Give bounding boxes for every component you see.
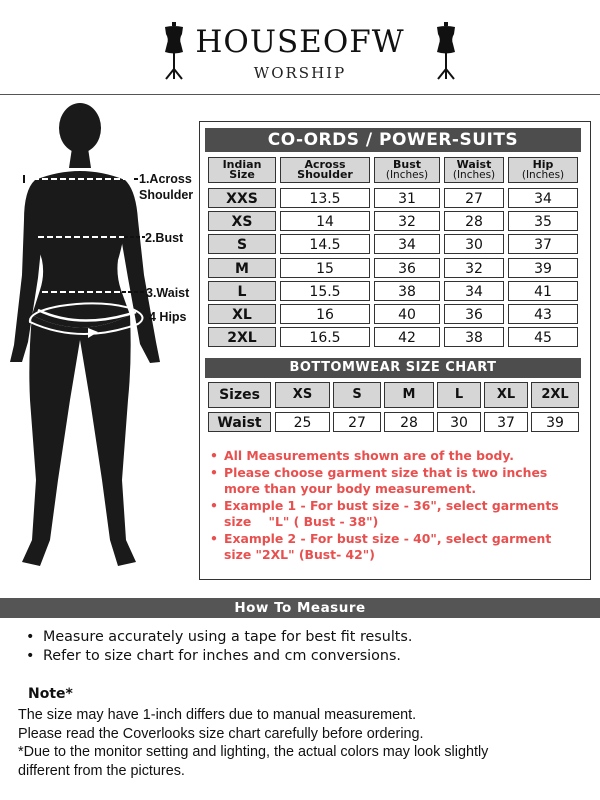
bottomwear-waist: 39 [531,412,579,432]
table-cell: 45 [508,327,578,347]
bottomwear-waist: 30 [437,412,481,432]
bottomwear-waist: 25 [275,412,330,432]
size-label: S [208,234,276,254]
table-cell: 16 [280,304,370,324]
coords-title: CO-ORDS / POWER-SUITS [205,128,581,152]
note-item [207,465,587,498]
table-cell: 14 [280,211,370,231]
note-line: size "L" ( Bust - 38") [224,514,379,529]
table-cell: 39 [508,258,578,278]
table-cell: 40 [374,304,440,324]
label-waist: 3.Waist [146,286,190,300]
coords-header-3 [444,157,504,183]
table-cell: 37 [508,234,578,254]
table-cell: 36 [444,304,504,324]
note-line: more than your body measurement. [224,481,477,496]
note-line: • Example 2 - For bust size - 40", select garment [224,530,552,546]
table-cell: 38 [374,281,440,301]
how-to-measure-list [26,628,412,666]
coords-header-0 [208,157,276,183]
table-cell: 16.5 [280,327,370,347]
table-cell: 28 [444,211,504,231]
how-to-measure-bar: How To Measure [0,598,600,618]
table-cell: 43 [508,304,578,324]
bottomwear-size: S [333,382,381,408]
coords-header-2 [374,157,440,183]
table-cell: 13.5 [280,188,370,208]
size-label: 2XL [208,327,276,347]
bottomwear-waist: 37 [484,412,528,432]
table-cell: 32 [444,258,504,278]
label-bust: 2.Bust [145,231,184,245]
note-line: size "2XL" (Bust- 42") [224,547,375,562]
header-line2: Size [229,168,255,181]
size-label: XS [208,211,276,231]
size-label: XXS [208,188,276,208]
note-line: Please read the Coverlooks size chart carefully before ordering. [18,725,424,742]
brand-subtitle: WORSHIP [253,64,347,82]
table-cell: 15 [280,258,370,278]
coords-header-4 [508,157,578,183]
header-line1: Hip [532,158,554,171]
bottomwear-size: L [437,382,481,408]
label-across-shoulder [139,171,193,203]
table-cell: 35 [508,211,578,231]
bottomwear-waist: 28 [384,412,434,432]
table-cell: 38 [444,327,504,347]
notes-list [207,448,587,564]
note-line: different from the pictures. [18,762,185,779]
size-label: XL [208,304,276,324]
measure-bullet: • Refer to size chart for inches and cm conversions. [26,647,412,666]
table-cell: 34 [374,234,440,254]
header-line2: Shoulder [297,168,353,181]
note-item [207,448,587,465]
note-line: • Please choose garment size that is two inches [224,464,548,480]
header-unit: (Inches) [521,169,565,181]
measure-bullet: • Measure accurately using a tape for best fit results. [26,628,412,647]
table-cell: 32 [374,211,440,231]
brand-header [0,0,600,95]
note-text [18,706,593,780]
bottomwear-size: M [384,382,434,408]
table-cell: 42 [374,327,440,347]
table-cell: 14.5 [280,234,370,254]
note-title: Note* [28,686,73,702]
header-line1: Across [304,158,346,171]
table-cell: 15.5 [280,281,370,301]
size-label: L [208,281,276,301]
label-hips: 4 Hips [149,310,187,324]
bottomwear-sizes-label: Sizes [208,382,271,408]
bottomwear-size: 2XL [531,382,579,408]
table-cell: 31 [374,188,440,208]
bottomwear-size: XL [484,382,528,408]
body-figure [0,100,200,580]
header-line1: Waist [456,158,492,171]
table-cell: 27 [444,188,504,208]
table-cell: 34 [444,281,504,301]
header-unit: (Inches) [385,169,429,181]
table-cell: 41 [508,281,578,301]
size-label: M [208,258,276,278]
bottomwear-title: BOTTOMWEAR SIZE CHART [205,358,581,378]
bottomwear-size: XS [275,382,330,408]
label-across-line1: 1.Across [139,172,192,186]
brand-name: HOUSEOFW [195,24,405,60]
table-cell: 30 [444,234,504,254]
bottomwear-waist-label: Waist [208,412,271,432]
note-line: • Example 1 - For bust size - 36", select garments [224,497,559,513]
label-across-line2: Shoulder [139,188,194,202]
note-item [207,498,587,531]
table-cell: 34 [508,188,578,208]
header-unit: (Inches) [452,169,496,181]
note-line: *Due to the monitor setting and lighting, the actual colors may look slightly [18,744,489,761]
header-line1: Indian [222,158,262,171]
header-line1: Bust [392,158,422,171]
note-line: The size may have 1-inch differs due to manual measurement. [18,707,417,723]
note-item [207,531,587,564]
bottomwear-waist: 27 [333,412,381,432]
coords-header-1 [280,157,370,183]
table-cell: 36 [374,258,440,278]
note-line: • All Measurements shown are of the body. [224,448,515,463]
